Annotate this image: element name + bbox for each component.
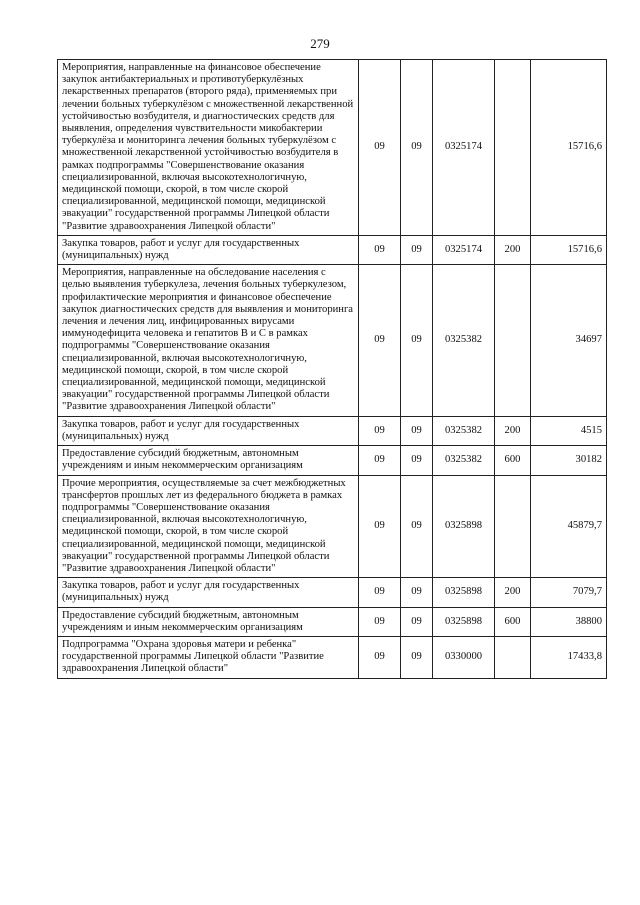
row-section-cell: 09 [359,60,401,236]
row-sum-cell: 45879,7 [531,475,607,578]
row-sum-cell: 4515 [531,416,607,445]
row-section-cell: 09 [359,235,401,264]
row-sum-cell: 30182 [531,446,607,475]
row-name-cell: Мероприятия, направленные на финансовое обеспечение закупок антибактериальных и противотуберкулёзных лекарственных препаратов (второго ряда), применяемых при лечении больных туберкулёзом с множественной лекарственной устойчивостью возбудителя, и диагностических средств для выявления, определения чувствительности микобактерии туберкулёза и мониторинга лечения больных туберкулёзом с множественной лекарственной устойчивостью возбудителя в рамках подпрограммы "Совершенствование оказания специализированной, включая высокотехнологичную, медицинской помощи, скорой, в том числе скорой специализированной, медицинской помощи, медицинской эвакуации" государственной программы Липецкой области "Развитие здравоохранения Липецкой области" [58,60,359,236]
table-row [58,475,607,578]
row-name-cell: Предоставление субсидий бюджетным, автономным учреждениям и иным некоммерческим организациям [58,607,359,636]
row-target-article-cell: 0325382 [433,416,495,445]
row-section-cell: 09 [359,636,401,678]
row-target-article-cell: 0330000 [433,636,495,678]
row-subsection-cell: 09 [401,636,433,678]
row-subsection-cell: 09 [401,265,433,416]
row-name-cell: Прочие мероприятия, осуществляемые за счет межбюджетных трансфертов прошлых лет из федерального бюджета в рамках подпрограммы "Совершенствование оказания специализированной, включая высокотехнологичную, медицинской помощи, скорой, в том числе скорой специализированной, медицинской помощи, медицинской эвакуации" государственной программы Липецкой области "Развитие здравоохранения Липецкой области" [58,475,359,578]
table-row [58,578,607,607]
row-sum-cell: 15716,6 [531,235,607,264]
row-sum-cell: 34697 [531,265,607,416]
row-name-cell: Закупка товаров, работ и услуг для государственных (муниципальных) нужд [58,235,359,264]
row-name-cell: Подпрограмма "Охрана здоровья матери и ребенка" государственной программы Липецкой области "Развитие здравоохранения Липецкой области" [58,636,359,678]
row-target-article-cell: 0325898 [433,578,495,607]
row-target-article-cell: 0325898 [433,607,495,636]
row-subsection-cell: 09 [401,446,433,475]
row-expense-type-cell: 200 [495,578,531,607]
row-expense-type-cell [495,265,531,416]
table-row [58,60,607,236]
row-section-cell: 09 [359,475,401,578]
table-row [58,235,607,264]
row-target-article-cell: 0325174 [433,235,495,264]
table-row [58,265,607,416]
row-subsection-cell: 09 [401,416,433,445]
row-expense-type-cell [495,636,531,678]
row-expense-type-cell: 200 [495,416,531,445]
budget-table-body [58,60,607,679]
row-expense-type-cell [495,475,531,578]
row-subsection-cell: 09 [401,607,433,636]
row-name-cell: Мероприятия, направленные на обследование населения с целью выявления туберкулеза, лечения больных туберкулезом, профилактические мероприятия и финансовое обеспечение закупок диагностических средств для выявления и мониторинга лечения и лечения лиц, инфицированных вирусами иммунодефицита человека и гепатитов В и С в рамках подпрограммы "Совершенствование оказания специализированной, включая высокотехнологичную, медицинской помощи, скорой, в том числе скорой специализированной, медицинской помощи, медицинской эвакуации" государственной программы Липецкой области "Развитие здравоохранения Липецкой области" [58,265,359,416]
row-sum-cell: 15716,6 [531,60,607,236]
row-target-article-cell: 0325174 [433,60,495,236]
row-target-article-cell: 0325382 [433,265,495,416]
table-row [58,636,607,678]
row-target-article-cell: 0325382 [433,446,495,475]
row-name-cell: Предоставление субсидий бюджетным, автономным учреждениям и иным некоммерческим организациям [58,446,359,475]
row-section-cell: 09 [359,607,401,636]
row-name-cell: Закупка товаров, работ и услуг для государственных (муниципальных) нужд [58,578,359,607]
row-name-cell: Закупка товаров, работ и услуг для государственных (муниципальных) нужд [58,416,359,445]
row-section-cell: 09 [359,416,401,445]
page-number: 279 [310,36,330,51]
table-row [58,446,607,475]
table-row [58,416,607,445]
row-section-cell: 09 [359,265,401,416]
row-expense-type-cell: 600 [495,607,531,636]
row-sum-cell: 38800 [531,607,607,636]
row-subsection-cell: 09 [401,475,433,578]
row-section-cell: 09 [359,446,401,475]
table-row [58,607,607,636]
row-subsection-cell: 09 [401,235,433,264]
row-target-article-cell: 0325898 [433,475,495,578]
row-expense-type-cell: 200 [495,235,531,264]
row-expense-type-cell: 600 [495,446,531,475]
row-expense-type-cell [495,60,531,236]
row-subsection-cell: 09 [401,578,433,607]
row-section-cell: 09 [359,578,401,607]
row-sum-cell: 7079,7 [531,578,607,607]
row-subsection-cell: 09 [401,60,433,236]
budget-table [57,59,607,679]
row-sum-cell: 17433,8 [531,636,607,678]
